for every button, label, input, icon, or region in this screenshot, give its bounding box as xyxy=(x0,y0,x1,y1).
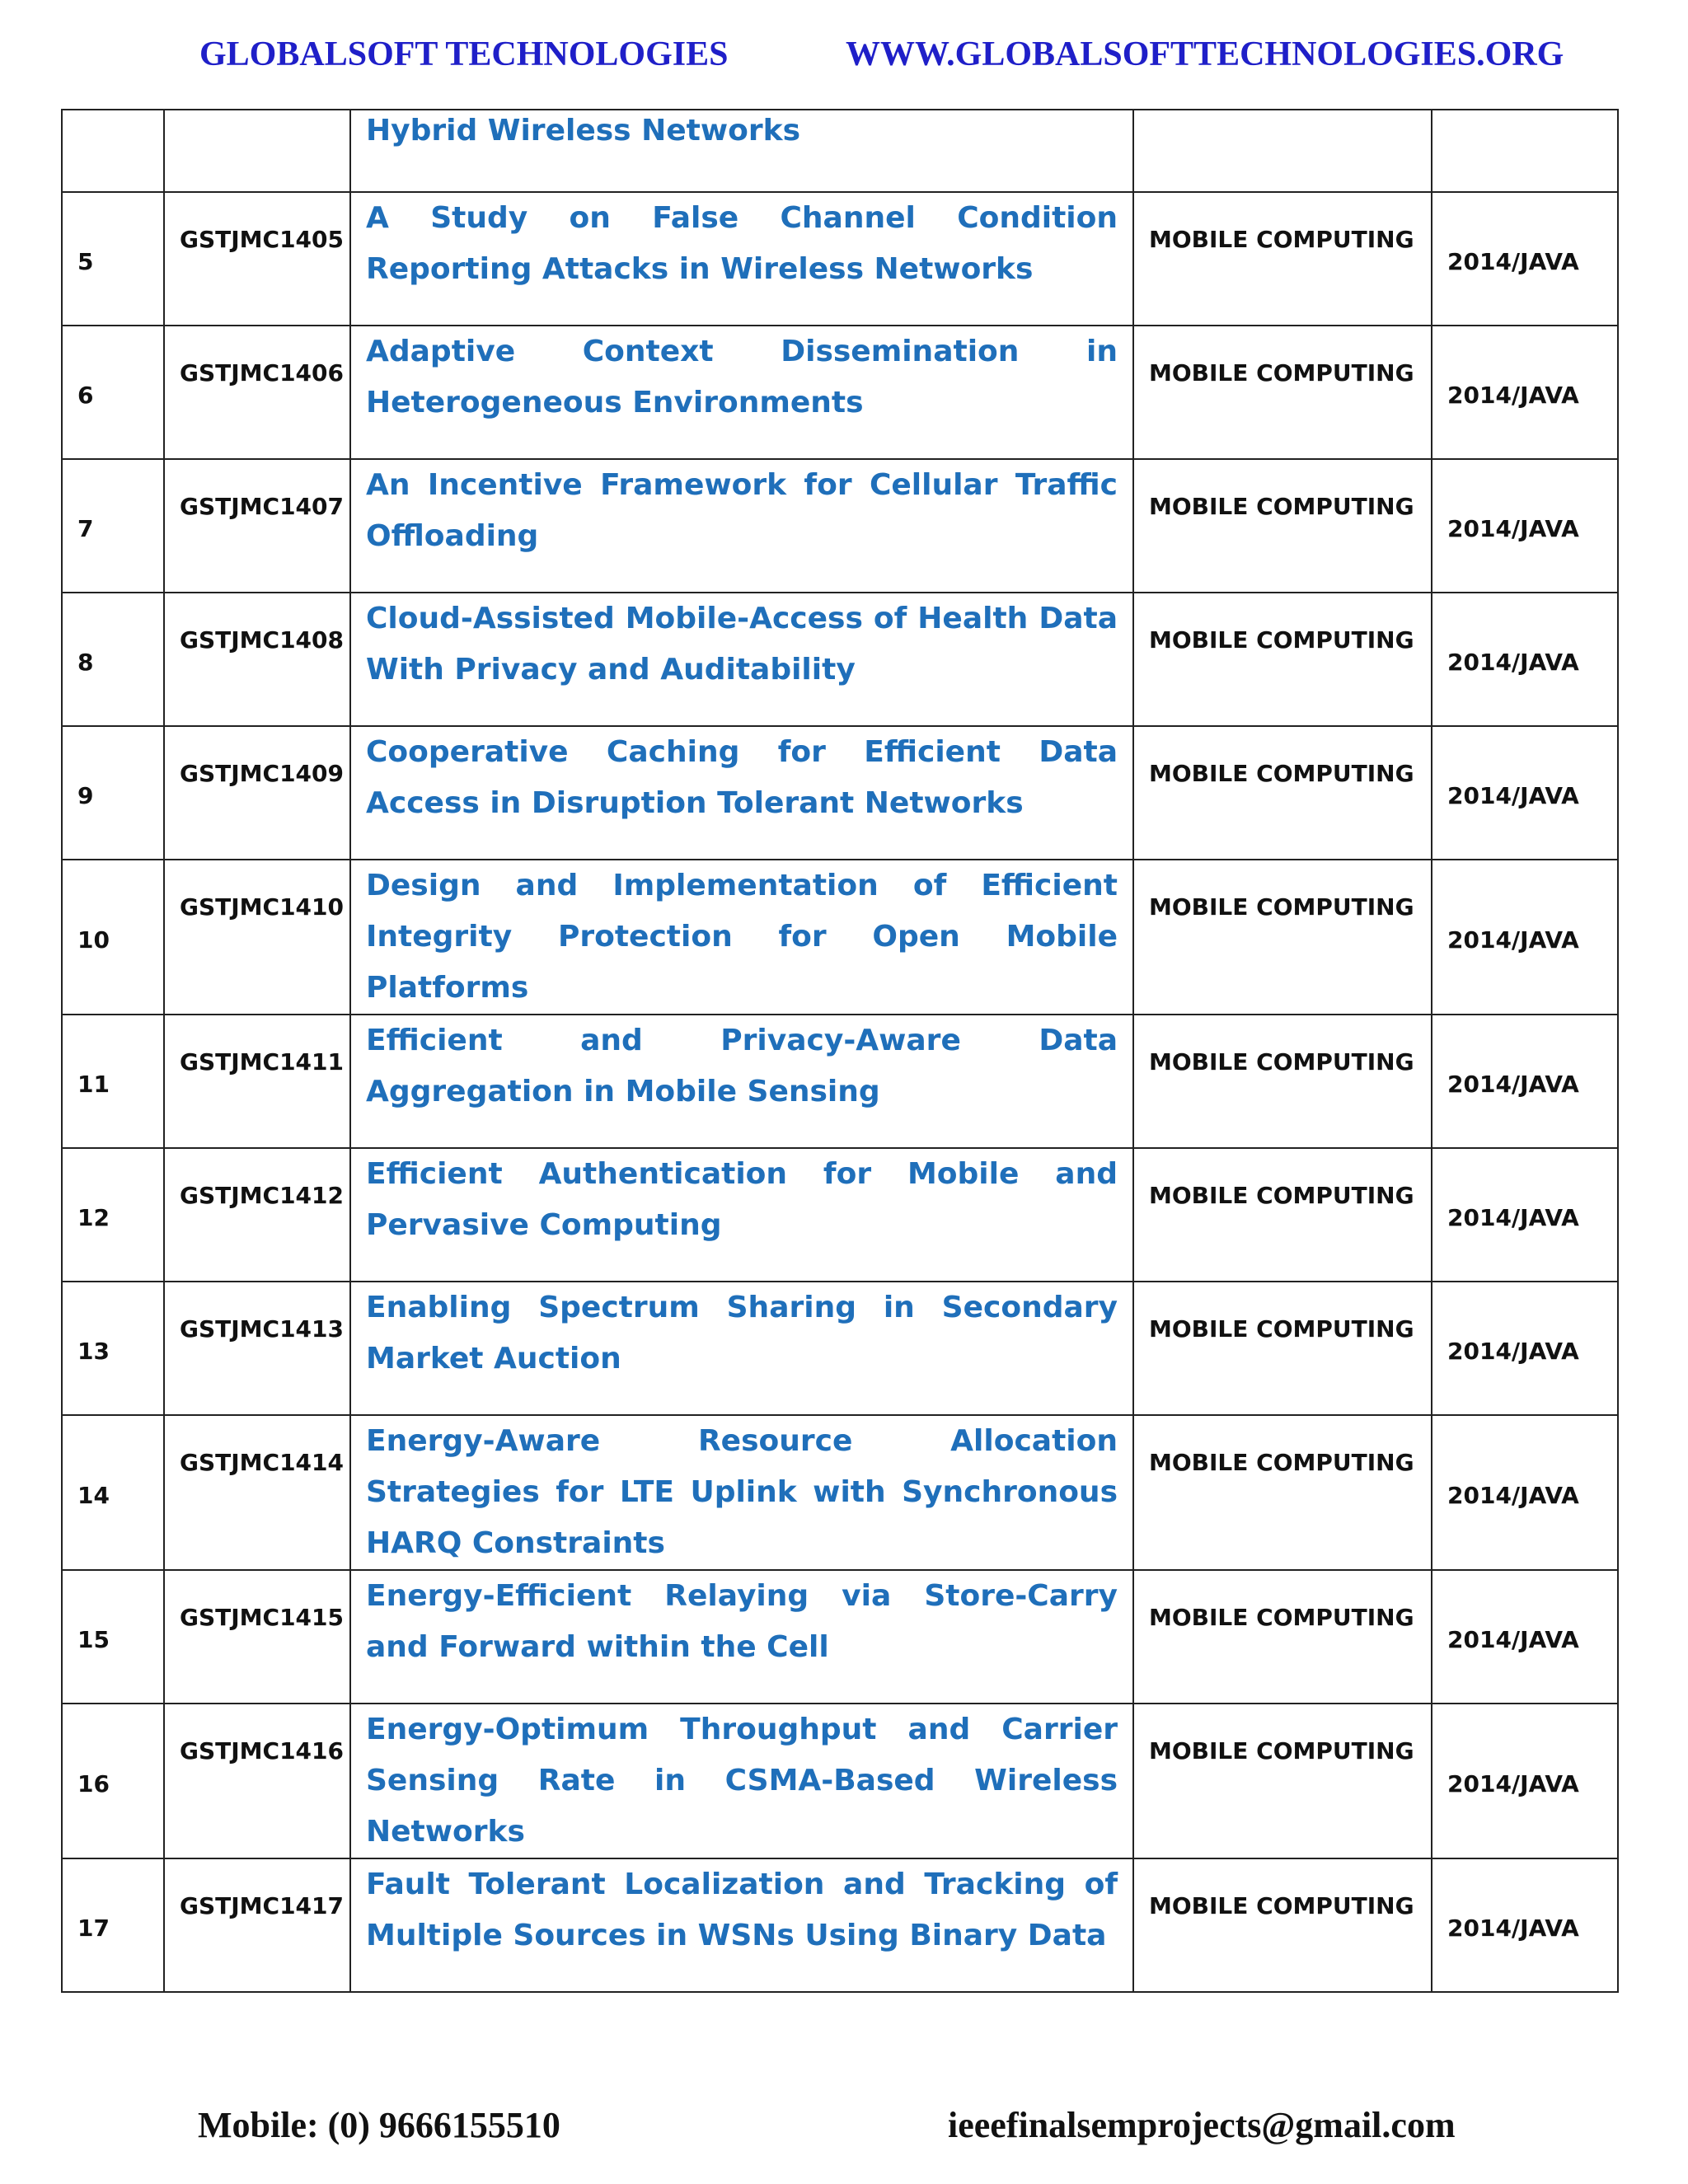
project-domain: MOBILE COMPUTING xyxy=(1133,326,1432,459)
table-row xyxy=(62,459,1618,593)
project-code: GSTJMC1410 xyxy=(164,860,350,1015)
project-year: 2014/JAVA xyxy=(1432,326,1618,459)
project-year: 2014/JAVA xyxy=(1432,860,1618,1015)
serial-number: 12 xyxy=(62,1148,164,1282)
table-row xyxy=(62,1704,1618,1858)
project-code: GSTJMC1414 xyxy=(164,1415,350,1570)
project-code: GSTJMC1416 xyxy=(164,1704,350,1858)
project-domain: MOBILE COMPUTING xyxy=(1133,860,1432,1015)
project-code: GSTJMC1406 xyxy=(164,326,350,459)
serial-number: 14 xyxy=(62,1415,164,1570)
serial-number: 9 xyxy=(62,726,164,860)
project-title: Energy-Aware Resource Allocation Strategies for LTE Uplink with Synchronous HARQ Constraints xyxy=(350,1415,1133,1570)
project-title: Cloud-Assisted Mobile-Access of Health Data With Privacy and Auditability xyxy=(350,593,1133,726)
domain-cell xyxy=(1133,110,1432,192)
serial-number: 6 xyxy=(62,326,164,459)
project-year: 2014/JAVA xyxy=(1432,192,1618,326)
serial-number: 15 xyxy=(62,1570,164,1704)
project-table xyxy=(61,109,1619,1993)
table-row xyxy=(62,1415,1618,1570)
project-year: 2014/JAVA xyxy=(1432,1015,1618,1148)
project-year: 2014/JAVA xyxy=(1432,459,1618,593)
project-title: Cooperative Caching for Efficient Data Access in Disruption Tolerant Networks xyxy=(350,726,1133,860)
table-row-continued xyxy=(62,110,1618,192)
project-title: Adaptive Context Dissemination in Heterogeneous Environments xyxy=(350,326,1133,459)
serial-number: 16 xyxy=(62,1704,164,1858)
project-code: GSTJMC1411 xyxy=(164,1015,350,1148)
project-year: 2014/JAVA xyxy=(1432,593,1618,726)
project-code: GSTJMC1412 xyxy=(164,1148,350,1282)
table-row xyxy=(62,326,1618,459)
project-year: 2014/JAVA xyxy=(1432,1282,1618,1415)
project-code: GSTJMC1405 xyxy=(164,192,350,326)
serial-number: 17 xyxy=(62,1858,164,1992)
project-code: GSTJMC1413 xyxy=(164,1282,350,1415)
project-domain: MOBILE COMPUTING xyxy=(1133,1858,1432,1992)
page-footer xyxy=(0,2104,1688,2154)
project-code: GSTJMC1407 xyxy=(164,459,350,593)
project-year: 2014/JAVA xyxy=(1432,1415,1618,1570)
project-title: Design and Implementation of Efficient Integrity Protection for Open Mobile Platforms xyxy=(350,860,1133,1015)
table-row xyxy=(62,726,1618,860)
serial-number: 5 xyxy=(62,192,164,326)
project-domain: MOBILE COMPUTING xyxy=(1133,1148,1432,1282)
project-domain: MOBILE COMPUTING xyxy=(1133,1704,1432,1858)
project-domain: MOBILE COMPUTING xyxy=(1133,593,1432,726)
project-code: GSTJMC1417 xyxy=(164,1858,350,1992)
project-year: 2014/JAVA xyxy=(1432,726,1618,860)
page-header xyxy=(0,35,1688,84)
serial-number: 11 xyxy=(62,1015,164,1148)
table-row xyxy=(62,860,1618,1015)
project-title: A Study on False Channel Condition Reporting Attacks in Wireless Networks xyxy=(350,192,1133,326)
project-title: Fault Tolerant Localization and Tracking of Multiple Sources in WSNs Using Binary Data xyxy=(350,1858,1133,1992)
website-url[interactable]: WWW.GLOBALSOFTTECHNOLOGIES.ORG xyxy=(846,35,1564,73)
table-row xyxy=(62,1015,1618,1148)
project-code: GSTJMC1409 xyxy=(164,726,350,860)
project-domain: MOBILE COMPUTING xyxy=(1133,192,1432,326)
project-code: GSTJMC1408 xyxy=(164,593,350,726)
mobile-number: Mobile: (0) 9666155510 xyxy=(198,2105,560,2145)
serial-number: 8 xyxy=(62,593,164,726)
project-title: An Incentive Framework for Cellular Traffic Offloading xyxy=(350,459,1133,593)
project-domain: MOBILE COMPUTING xyxy=(1133,1282,1432,1415)
table-row xyxy=(62,1570,1618,1704)
project-domain: MOBILE COMPUTING xyxy=(1133,1415,1432,1570)
project-code: GSTJMC1415 xyxy=(164,1570,350,1704)
year-cell xyxy=(1432,110,1618,192)
project-domain: MOBILE COMPUTING xyxy=(1133,459,1432,593)
project-domain: MOBILE COMPUTING xyxy=(1133,726,1432,860)
sno-cell xyxy=(62,110,164,192)
project-title: Hybrid Wireless Networks xyxy=(350,110,1133,192)
project-domain: MOBILE COMPUTING xyxy=(1133,1570,1432,1704)
project-year: 2014/JAVA xyxy=(1432,1148,1618,1282)
table-row xyxy=(62,593,1618,726)
serial-number: 13 xyxy=(62,1282,164,1415)
table-row xyxy=(62,192,1618,326)
table-row xyxy=(62,1148,1618,1282)
table-row xyxy=(62,1282,1618,1415)
company-name: GLOBALSOFT TECHNOLOGIES xyxy=(199,35,729,73)
serial-number: 10 xyxy=(62,860,164,1015)
project-year: 2014/JAVA xyxy=(1432,1858,1618,1992)
project-title: Enabling Spectrum Sharing in Secondary Market Auction xyxy=(350,1282,1133,1415)
project-title: Efficient and Privacy-Aware Data Aggregation in Mobile Sensing xyxy=(350,1015,1133,1148)
table-row xyxy=(62,1858,1618,1992)
project-year: 2014/JAVA xyxy=(1432,1704,1618,1858)
serial-number: 7 xyxy=(62,459,164,593)
project-title: Efficient Authentication for Mobile and Pervasive Computing xyxy=(350,1148,1133,1282)
contact-email[interactable]: ieeefinalsemprojects@gmail.com xyxy=(948,2105,1456,2145)
project-domain: MOBILE COMPUTING xyxy=(1133,1015,1432,1148)
code-cell xyxy=(164,110,350,192)
project-year: 2014/JAVA xyxy=(1432,1570,1618,1704)
project-title: Energy-Efficient Relaying via Store-Carry and Forward within the Cell xyxy=(350,1570,1133,1704)
project-title: Energy-Optimum Throughput and Carrier Sensing Rate in CSMA-Based Wireless Networks xyxy=(350,1704,1133,1858)
